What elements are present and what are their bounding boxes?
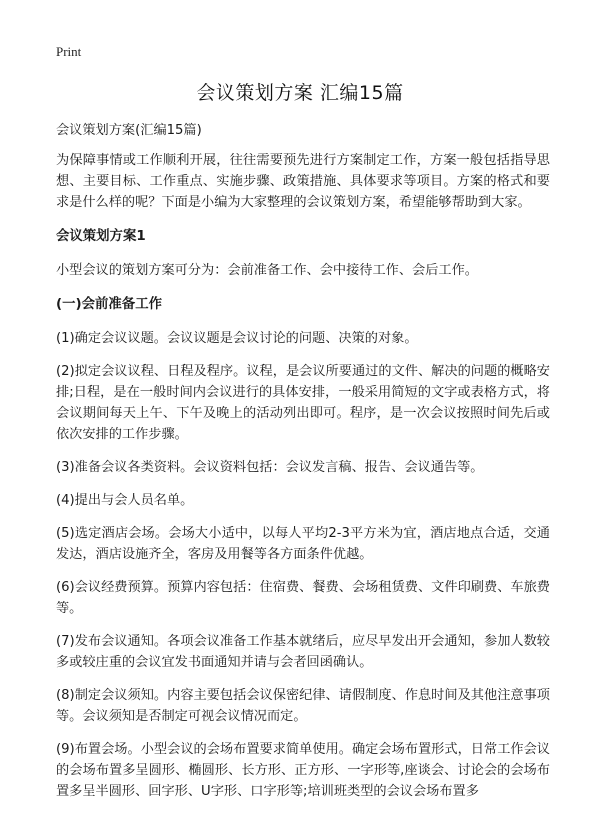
print-label: Print: [56, 44, 82, 59]
subsection-heading: (一)会前准备工作: [56, 297, 162, 312]
list-item: (2)拟定会议议程、日程及程序。议程，是会议所要通过的文件、解决的问题的概略安排;日程，是在一般时间内会议进行的具体安排，一般采用简短的文字或表格方式，将会议期间每天上午、下午及晚上的活动列出即可。程序，是一次会议按照时间先后或依次安排的工作步骤。: [56, 364, 550, 442]
list-item: (1)确定会议议题。会议议题是会议讨论的问题、决策的对象。: [56, 331, 418, 346]
list-item: (9)布置会场。小型会议的会场布置要求简单使用。确定会场布置形式，日常工作会议的会场布置多呈圆形、椭圆形、长方形、正方形、一字形等,座谈会、讨论会的会场布置多呈半圆形、回字形、U字形、口字形等;培训班类型的会议会场布置多: [56, 742, 550, 799]
document-subtitle: 会议策划方案(汇编15篇): [56, 123, 202, 138]
list-item: (7)发布会议通知。各项会议准备工作基本就绪后，应尽早发出开会通知，参加人数较多或较庄重的会议宜发书面通知并请与会者回函确认。: [56, 634, 550, 670]
list-item: (5)选定酒店会场。会场大小适中，以每人平均2-3平方米为宜，酒店地点合适，交通发达，酒店设施齐全，客房及用餐等各方面条件优越。: [56, 526, 550, 562]
list-item: (4)提出与会人员名单。: [56, 493, 194, 508]
list-item: (8)制定会议须知。内容主要包括会议保密纪律、请假制度、作息时间及其他注意事项等。会议须知是否制定可视会议情况而定。: [56, 688, 550, 724]
document-body: [56, 120, 550, 814]
section-heading: 会议策划方案1: [56, 229, 146, 244]
section-intro-paragraph: 小型会议的策划方案可分为：会前准备工作、会中接待工作、会后工作。: [56, 263, 478, 278]
list-item: (6)会议经费预算。预算内容包括：住宿费、餐费、会场租赁费、文件印刷费、车旅费等。: [56, 580, 550, 616]
intro-paragraph: 为保障事情或工作顺利开展，往往需要预先进行方案制定工作，方案一般包括指导思想、主要目标、工作重点、实施步骤、政策措施、具体要求等项目。方案的格式和要求是什么样的呢？下面是小编为大家整理的会议策划方案，希望能够帮助到大家。: [56, 153, 550, 210]
document-title: 会议策划方案 汇编15篇: [196, 82, 404, 104]
list-item: (3)准备会议各类资料。会议资料包括：会议发言稿、报告、会议通告等。: [56, 460, 484, 475]
